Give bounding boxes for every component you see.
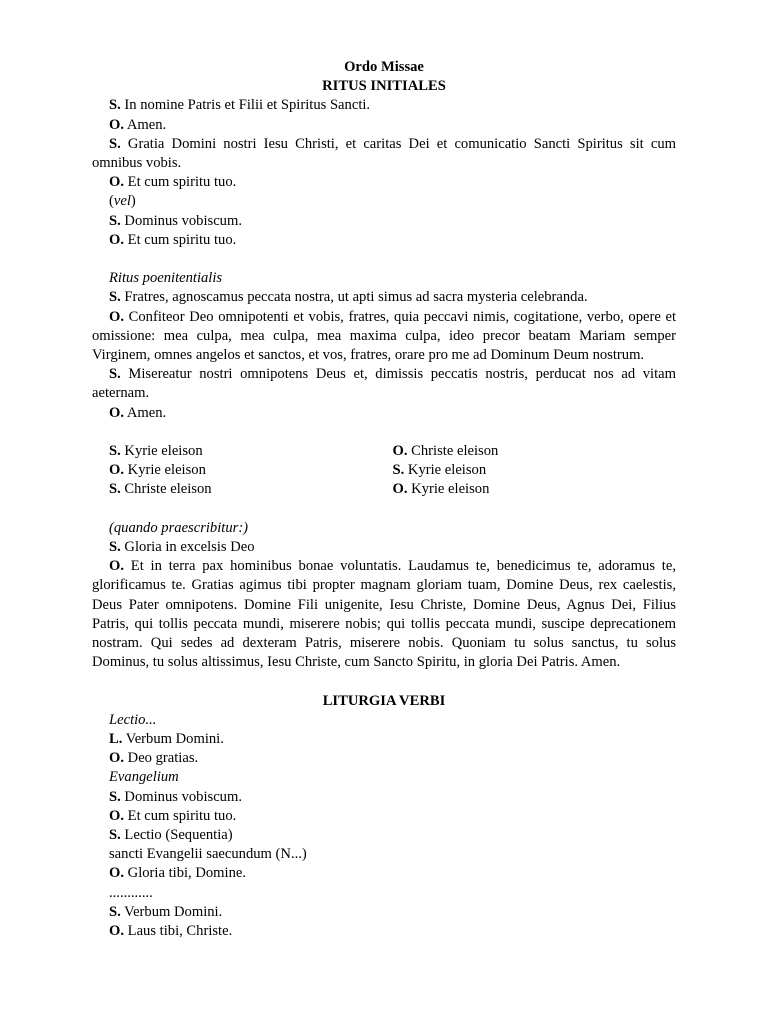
spacer [92,500,676,519]
speaker-label: L. [109,731,123,748]
kyrie-line [393,480,677,499]
kyrie-line [393,461,677,480]
speaker-label: S. [109,366,121,383]
dialogue-line [92,538,676,557]
speaker-label: O. [109,750,124,767]
section-heading-ritus-initiales: RITUS INITIALES [322,78,446,95]
dialogue-text: Amen. [126,116,167,133]
spacer [92,250,676,269]
dialogue-text: Deo gratias. [127,750,199,767]
ellipsis-line: ............ [109,884,153,901]
speaker-label: S. [109,481,121,498]
dialogue-text: Et in terra pax hominibus bonae voluntatis. Laudamus te, benedicimus te, adoramus te, glorificamus te. Gratias agimus tibi propter magnam gloriam tuam, Domine Deus, rex caelestis, Deus Pater omnipotens. Domine Fili unigenite, Iesu Christe, Domine Deus, Agnus Dei, Filius Patris, qui tollis peccata mundi, miserere nobis; qui tollis peccata mundi, suscipe deprecationem nostram. Qui sedes ad dexteram Patris, miserere nobis. Quoniam tu solus sanctus, tu solus Dominus, tu solus altissimus, Iesu Christe, cum Sancto Spiritu, in gloria Dei Patris. Amen. [92,558,676,671]
document-title: Ordo Missae [344,59,424,75]
gloria-rubric: (quando praescribitur:) [109,519,249,536]
subheading-ritus-poenitentialis: Ritus poenitentialis [109,270,223,287]
speaker-label: S. [109,539,121,556]
speaker-label: O. [109,923,124,940]
dialogue-paragraph [92,135,676,173]
speaker-label: S. [109,212,121,229]
rubric-vel: (vel) [109,193,136,210]
speaker-label: O. [109,462,124,479]
kyrie-text: Christe eleison [411,443,499,460]
speaker-label: S. [109,788,121,805]
kyrie-text: Kyrie eleison [407,462,487,479]
dialogue-line [92,749,676,768]
dialogue-text: Et cum spiritu tuo. [127,807,237,824]
dialogue-line [92,173,676,192]
dialogue-continuation: sancti Evangelii saecundum (N...) [109,846,307,863]
gloria-paragraph [92,557,676,672]
spacer [92,672,676,691]
speaker-label: O. [392,443,408,460]
speaker-label: O. [109,807,124,824]
speaker-label: S. [392,462,405,479]
misereatur-paragraph [92,365,676,403]
dialogue-text: Gloria tibi, Domine. [127,865,247,882]
kyrie-text: Kyrie eleison [411,481,490,498]
kyrie-line [393,442,677,461]
speaker-label: S. [109,289,121,306]
spacer [92,423,676,442]
confiteor-paragraph [92,308,676,366]
speaker-label: O. [109,231,124,248]
kyrie-table [92,442,676,500]
dialogue-line [92,730,676,749]
subheading-lectio: Lectio... [109,711,157,728]
dialogue-line [92,864,676,883]
dialogue-line [92,404,676,423]
kyrie-text: Kyrie eleison [124,443,203,460]
dialogue-text: Dominus vobiscum. [124,212,242,229]
kyrie-right-column [393,442,677,500]
kyrie-text: Christe eleison [124,481,212,498]
dialogue-text: Confiteor Deo omnipotenti et vobis, fratres, quia peccavi nimis, cogitatione, verbo, opere et omissione: mea culpa, mea culpa, mea maxima culpa, ideo precor beatam Mariam semper Virginem, omnes angelos et sanctos, et vos, fratres, orare pro me ad Dominum Deum nostrum. [92,308,676,364]
speaker-label: O. [109,116,124,133]
speaker-label: O. [109,404,124,421]
speaker-label: O. [109,865,124,882]
dialogue-text: Verbum Domini. [125,731,224,748]
speaker-label: S. [109,443,121,460]
section-heading-liturgia-verbi: LITURGIA VERBI [322,692,446,709]
dialogue-line [92,826,676,845]
document-page [92,58,676,941]
speaker-label: S. [109,827,121,844]
dialogue-text: Dominus vobiscum. [124,788,242,805]
dialogue-line [92,116,676,135]
kyrie-line [109,442,393,461]
kyrie-text: Kyrie eleison [127,462,206,479]
speaker-label: O. [109,558,124,575]
dialogue-line [92,231,676,250]
dialogue-text: Gratia Domini nostri Iesu Christi, et caritas Dei et comunicatio Sancti Spiritus sit cum omnibus vobis. [92,135,676,172]
kyrie-line [109,461,393,480]
dialogue-text: Gloria in excelsis Deo [124,539,255,556]
speaker-label: S. [109,903,121,920]
speaker-label: O. [109,308,124,325]
dialogue-text: Lectio (Sequentia) [124,827,233,844]
dialogue-line [92,212,676,231]
dialogue-line [92,807,676,826]
speaker-label: S. [109,135,121,152]
kyrie-line [109,480,393,499]
kyrie-left-column [109,442,393,500]
dialogue-text: Verbum Domini. [124,903,223,920]
dialogue-text: Misereatur nostri omnipotens Deus et, dimissis peccatis nostris, perducat nos ad vitam aeternam. [92,366,676,402]
speaker-label: O. [392,481,408,498]
dialogue-text: Fratres, agnoscamus peccata nostra, ut apti simus ad sacra mysteria celebranda. [124,289,588,306]
dialogue-line [92,903,676,922]
dialogue-paragraph [92,288,676,307]
dialogue-text: Amen. [126,404,167,421]
subheading-evangelium: Evangelium [109,769,179,786]
dialogue-text: Et cum spiritu tuo. [127,174,237,191]
speaker-label: S. [109,97,121,114]
dialogue-line [92,922,676,941]
speaker-label: O. [109,174,124,191]
dialogue-line [92,96,676,115]
rubric-vel-text: vel [113,193,131,210]
dialogue-text: Laus tibi, Christe. [127,923,233,940]
dialogue-line [92,788,676,807]
dialogue-text: Et cum spiritu tuo. [127,231,237,248]
dialogue-text: In nomine Patris et Filii et Spiritus Sancti. [124,97,371,114]
